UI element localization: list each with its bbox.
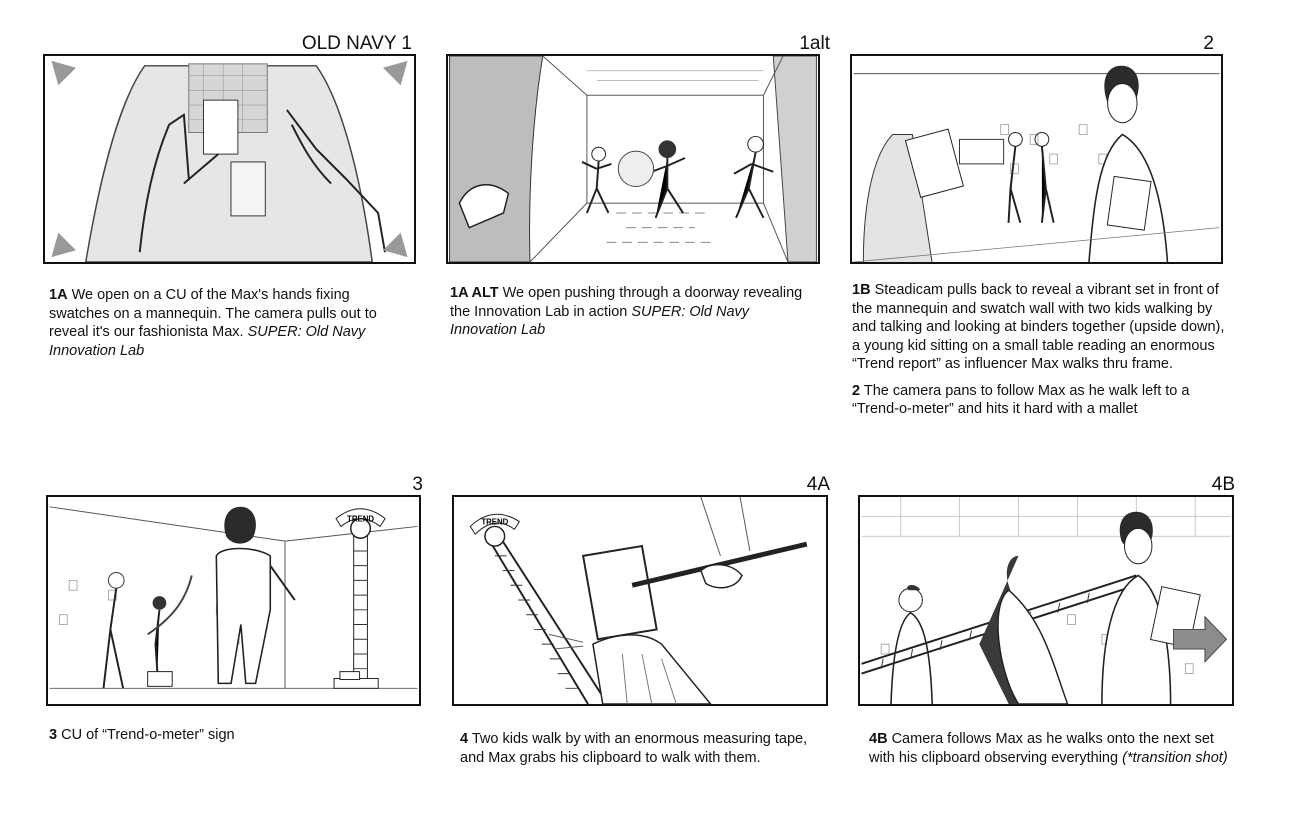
panel-5-sketch: [454, 497, 826, 704]
trend-sign-text: TREND: [347, 514, 375, 524]
panel-6-label: 4B: [1211, 474, 1235, 495]
panel-3-frame: [850, 54, 1223, 264]
panel-5-label: 4A: [806, 474, 830, 495]
panel-2-sketch: [448, 56, 818, 262]
panel-2-frame: [446, 54, 820, 264]
panel-3-label: 2: [1203, 33, 1214, 54]
panel-4-label: 3: [412, 474, 423, 495]
panel-1-caption: 1A We open on a CU of the Max's hands fixing swatches on a mannequin. The camera pulls out to reveal it's our fashionista Max. SUPER: Old Navy Innovation Lab: [49, 287, 377, 359]
panel-4-sketch: [48, 497, 419, 704]
panel-6-caption: 4B Camera follows Max as he walks onto the next set with his clipboard observing everything (*transition shot): [869, 731, 1228, 766]
panel-2-caption: 1A ALT We open pushing through a doorway revealing the Innovation Lab in action SUPER: Old Navy Innovation Lab: [450, 285, 803, 338]
panel-4-caption: 3 CU of “Trend-o-meter” sign: [49, 727, 235, 743]
panel-3-caption: 1B Steadicam pulls back to reveal a vibrant set in front of the mannequin and swatch wall with two kids walking by and talking and looking at binders together (upside down), a young kid sitting on a small table reading an enormous “Trend report” as influencer Max walks thru frame. 2 The camera pans to follow Max as he walk left to a “Trend-o-meter” and hits it hard with a mallet: [852, 282, 1225, 417]
panel-5-frame: [452, 495, 828, 706]
panel-4-frame: [46, 495, 421, 706]
panel-6-frame: [858, 495, 1234, 706]
trend-sign-text-4a: TREND: [481, 517, 509, 527]
panel-2-label: 1alt: [799, 33, 830, 54]
panel-1-frame: [43, 54, 416, 264]
panel-1-sketch: [45, 56, 414, 262]
panel-1-label: OLD NAVY 1: [301, 33, 412, 54]
panel-6-sketch: [860, 497, 1232, 704]
panel-3-sketch: [852, 56, 1221, 262]
panel-5-caption: 4 Two kids walk by with an enormous measuring tape, and Max grabs his clipboard to walk with them.: [460, 731, 808, 766]
